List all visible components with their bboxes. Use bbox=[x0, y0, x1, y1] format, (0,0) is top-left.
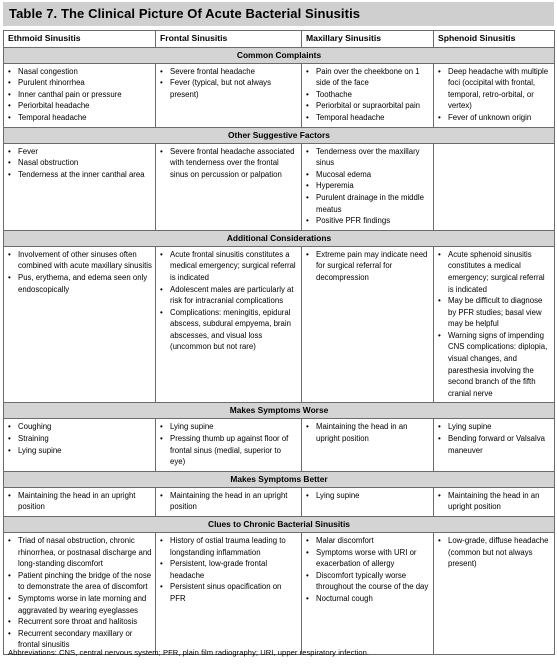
list-item: • Pressing thumb up against floor of frontal sinus (medial, superior to eye) bbox=[159, 433, 298, 468]
bullet-list bbox=[159, 66, 298, 101]
bullet-list bbox=[7, 249, 152, 295]
cell-maxillary bbox=[302, 419, 434, 471]
list-item: • Persistent, low-grade frontal headache bbox=[159, 558, 298, 581]
list-item: • May be difficult to diagnose by PFR studies; basal view may be helpful bbox=[437, 295, 551, 330]
bullet-list bbox=[305, 249, 430, 284]
bullet-list bbox=[437, 66, 551, 124]
list-item: • Fever (typical, but not always present) bbox=[159, 77, 298, 100]
list-item: • Pus, erythema, and edema seen only endoscopically bbox=[7, 272, 152, 295]
column-header-maxillary: Maxillary Sinusitis bbox=[302, 31, 434, 48]
list-item: • Lying supine bbox=[437, 421, 551, 433]
cell-sphenoid bbox=[434, 143, 555, 230]
cell-ethmoid bbox=[4, 63, 156, 127]
table-body bbox=[4, 47, 555, 654]
list-item: • Pain over the cheekbone on 1 side of the face bbox=[305, 66, 430, 89]
list-item: • Fever of unknown origin bbox=[437, 112, 551, 124]
section-heading: Common Complaints bbox=[4, 47, 555, 63]
bullet-list bbox=[159, 249, 298, 353]
table-row bbox=[4, 533, 555, 655]
bullet-list bbox=[159, 535, 298, 605]
abbreviations-footnote: Abbreviations: CNS, central nervous system; PFR, plain film radiography; URI, upper respiratory infection. bbox=[8, 648, 370, 657]
table-row bbox=[4, 487, 555, 516]
table-row bbox=[4, 143, 555, 230]
section-heading: Makes Symptoms Better bbox=[4, 471, 555, 487]
cell-sphenoid bbox=[434, 63, 555, 127]
cell-ethmoid bbox=[4, 143, 156, 230]
bullet-list bbox=[7, 66, 152, 124]
table-title: Table 7. The Clinical Picture Of Acute Bacterial Sinusitis bbox=[3, 2, 554, 26]
bullet-list bbox=[437, 421, 551, 456]
list-item: • Mucosal edema bbox=[305, 169, 430, 181]
list-item: • Recurrent secondary maxillary or frontal sinusitis bbox=[7, 628, 152, 651]
clinical-table bbox=[3, 30, 555, 655]
list-item: • Lying supine bbox=[159, 421, 298, 433]
list-item: • Involvement of other sinuses often combined with acute maxillary sinusitis bbox=[7, 249, 152, 272]
section-heading-row bbox=[4, 47, 555, 63]
bullet-list bbox=[159, 146, 298, 181]
list-item: • Maintaining the head in an upright position bbox=[437, 490, 551, 513]
cell-maxillary bbox=[302, 143, 434, 230]
list-item: • Periorbital headache bbox=[7, 100, 152, 112]
bullet-list bbox=[437, 535, 551, 570]
cell-ethmoid bbox=[4, 487, 156, 516]
list-item: • Acute sphenoid sinusitis constitutes a medical emergency; surgical referral is indicated bbox=[437, 249, 551, 295]
cell-sphenoid bbox=[434, 487, 555, 516]
section-heading-row bbox=[4, 230, 555, 246]
list-item: • Low-grade, diffuse headache (common but not always present) bbox=[437, 535, 551, 570]
list-item: • Acute frontal sinusitis constitutes a medical emergency; surgical referral is indicated bbox=[159, 249, 298, 284]
bullet-list bbox=[7, 421, 152, 456]
bullet-list bbox=[159, 490, 298, 513]
list-item: • Lying supine bbox=[7, 445, 152, 457]
list-item: • Symptoms worse in late morning and aggravated by wearing eyeglasses bbox=[7, 593, 152, 616]
list-item: • Coughing bbox=[7, 421, 152, 433]
cell-ethmoid bbox=[4, 419, 156, 471]
list-item: • Adolescent males are particularly at risk for intracranial complications bbox=[159, 284, 298, 307]
list-item: • Bending forward or Valsalva maneuver bbox=[437, 433, 551, 456]
list-item: • Nocturnal cough bbox=[305, 593, 430, 605]
cell-frontal bbox=[156, 63, 302, 127]
list-item: • Maintaining the head in an upright position bbox=[305, 421, 430, 444]
section-heading: Other Suggestive Factors bbox=[4, 127, 555, 143]
list-item: • Maintaining the head in an upright position bbox=[159, 490, 298, 513]
cell-ethmoid bbox=[4, 246, 156, 403]
list-item: • Lying supine bbox=[305, 490, 430, 502]
bullet-list bbox=[437, 249, 551, 400]
bullet-list bbox=[305, 146, 430, 227]
list-item: • History of ostial trauma leading to longstanding inflammation bbox=[159, 535, 298, 558]
list-item: • Purulent rhinorrhea bbox=[7, 77, 152, 89]
list-item: • Fever bbox=[7, 146, 152, 158]
cell-frontal bbox=[156, 419, 302, 471]
column-header-row bbox=[4, 31, 555, 48]
list-item: • Persistent sinus opacification on PFR bbox=[159, 581, 298, 604]
cell-maxillary bbox=[302, 246, 434, 403]
cell-maxillary bbox=[302, 63, 434, 127]
list-item: • Maintaining the head in an upright position bbox=[7, 490, 152, 513]
cell-frontal bbox=[156, 143, 302, 230]
list-item: • Discomfort typically worse throughout the course of the day bbox=[305, 570, 430, 593]
section-heading: Makes Symptoms Worse bbox=[4, 403, 555, 419]
bullet-list bbox=[7, 490, 152, 513]
column-header-frontal: Frontal Sinusitis bbox=[156, 31, 302, 48]
bullet-list bbox=[305, 490, 430, 502]
section-heading: Clues to Chronic Bacterial Sinusitis bbox=[4, 517, 555, 533]
section-heading-row bbox=[4, 471, 555, 487]
cell-frontal bbox=[156, 246, 302, 403]
bullet-list bbox=[305, 66, 430, 124]
bullet-list bbox=[305, 421, 430, 444]
section-heading: Additional Considerations bbox=[4, 230, 555, 246]
cell-sphenoid bbox=[434, 533, 555, 655]
list-item: • Temporal headache bbox=[7, 112, 152, 124]
list-item: • Purulent drainage in the middle meatus bbox=[305, 192, 430, 215]
cell-ethmoid bbox=[4, 533, 156, 655]
list-item: • Nasal obstruction bbox=[7, 157, 152, 169]
list-item: • Recurrent sore throat and halitosis bbox=[7, 616, 152, 628]
list-item: • Extreme pain may indicate need for surgical referral for decompression bbox=[305, 249, 430, 284]
list-item: • Complications: meningitis, epidural abscess, subdural empyema, brain abscesses, and visual loss (uncommon but not rare) bbox=[159, 307, 298, 353]
section-heading-row bbox=[4, 517, 555, 533]
cell-sphenoid bbox=[434, 419, 555, 471]
table-row bbox=[4, 246, 555, 403]
bullet-list bbox=[159, 421, 298, 467]
list-item: • Tenderness at the inner canthal area bbox=[7, 169, 152, 181]
list-item: • Nasal congestion bbox=[7, 66, 152, 78]
list-item: • Straining bbox=[7, 433, 152, 445]
cell-frontal bbox=[156, 487, 302, 516]
cell-frontal bbox=[156, 533, 302, 655]
table-row bbox=[4, 419, 555, 471]
list-item: • Symptoms worse with URI or exacerbation of allergy bbox=[305, 547, 430, 570]
cell-maxillary bbox=[302, 487, 434, 516]
list-item: • Severe frontal headache associated with tenderness over the frontal sinus on percussion or palpation bbox=[159, 146, 298, 181]
list-item: • Inner canthal pain or pressure bbox=[7, 89, 152, 101]
bullet-list bbox=[305, 535, 430, 605]
cell-maxillary bbox=[302, 533, 434, 655]
list-item: • Tenderness over the maxillary sinus bbox=[305, 146, 430, 169]
cell-sphenoid bbox=[434, 246, 555, 403]
list-item: • Severe frontal headache bbox=[159, 66, 298, 78]
list-item: • Patient pinching the bridge of the nose to demonstrate the area of discomfort bbox=[7, 570, 152, 593]
section-heading-row bbox=[4, 127, 555, 143]
column-header-ethmoid: Ethmoid Sinusitis bbox=[4, 31, 156, 48]
list-item: • Triad of nasal obstruction, chronic rhinorrhea, or postnasal discharge and long-standing discomfort bbox=[7, 535, 152, 570]
list-item: • Positive PFR findings bbox=[305, 215, 430, 227]
list-item: • Warning signs of impending CNS complications: diplopia, visual changes, and paresthesia involving the second branch of the fifth cranial nerve bbox=[437, 330, 551, 400]
column-header-sphenoid: Sphenoid Sinusitis bbox=[434, 31, 555, 48]
list-item: • Temporal headache bbox=[305, 112, 430, 124]
bullet-list bbox=[7, 535, 152, 651]
list-item: • Deep headache with multiple foci (occipital with frontal, temporal, retro-orbital, or vertex) bbox=[437, 66, 551, 112]
list-item: • Hyperemia bbox=[305, 180, 430, 192]
table-row bbox=[4, 63, 555, 127]
list-item: • Periorbital or supraorbital pain bbox=[305, 100, 430, 112]
bullet-list bbox=[7, 146, 152, 181]
list-item: • Malar discomfort bbox=[305, 535, 430, 547]
bullet-list bbox=[437, 490, 551, 513]
list-item: • Toothache bbox=[305, 89, 430, 101]
section-heading-row bbox=[4, 403, 555, 419]
